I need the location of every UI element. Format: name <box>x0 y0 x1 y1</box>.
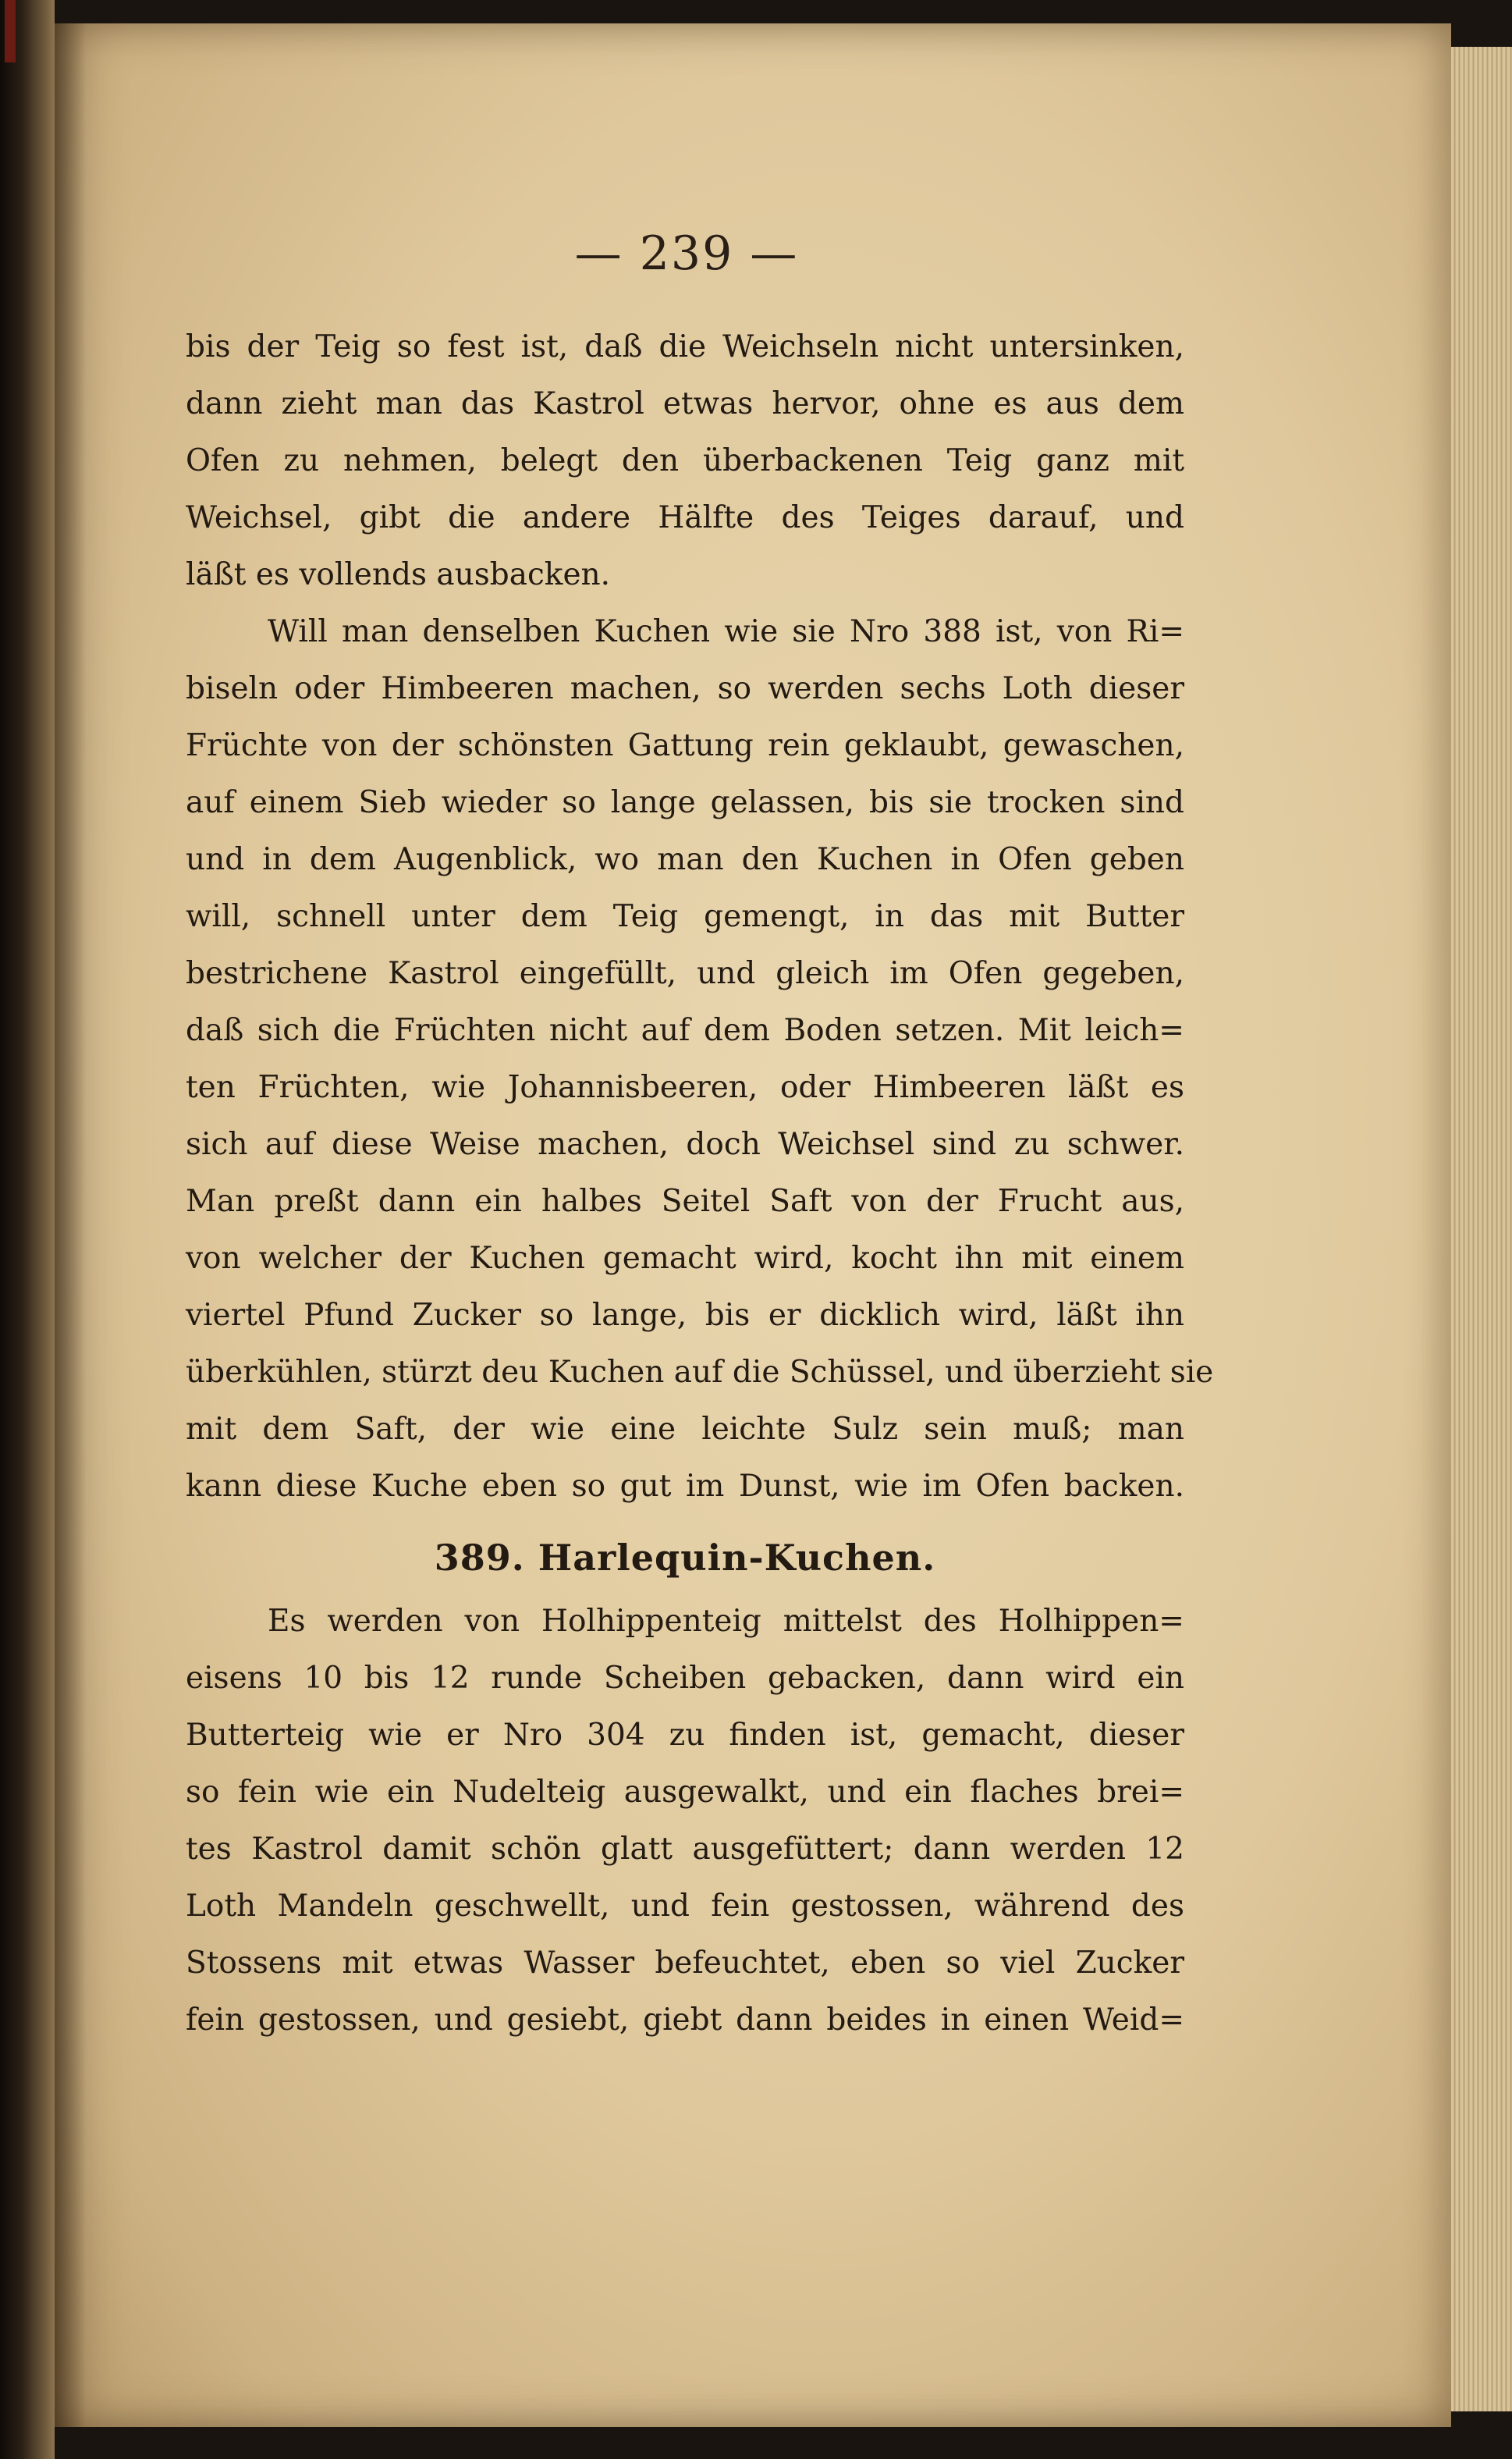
text-line: Will man denselben Kuchen wie sie Nro 388 ist, von Ri= <box>268 614 1184 649</box>
text-line: Stossens mit etwas Wasser befeuchtet, eben so viel Zucker <box>186 1946 1184 1981</box>
text-line: Früchte von der schönsten Gattung rein geklaubt, gewaschen, <box>186 728 1184 763</box>
page-number: — 239 — <box>574 226 799 281</box>
text-line: dann zieht man das Kastrol etwas hervor, ohne es aus dem <box>186 386 1184 421</box>
text-line: tes Kastrol damit schön glatt ausgefüttert; dann werden 12 <box>186 1832 1184 1867</box>
text-line: bestrichene Kastrol eingefüllt, und gleich im Ofen gegeben, <box>186 956 1184 991</box>
text-line: Ofen zu nehmen, belegt den überbackenen Teig ganz mit <box>186 443 1184 478</box>
text-line: Es werden von Holhippenteig mittelst des Holhippen= <box>268 1604 1184 1639</box>
recipe-heading: 389. Harlequin-Kuchen. <box>434 1537 936 1579</box>
text-line: fein gestossen, und gesiebt, giebt dann beides in einen Weid= <box>186 2002 1184 2038</box>
recipe-paragraph <box>186 1593 1184 2049</box>
text-line: von welcher der Kuchen gemacht wird, kocht ihn mit einem <box>186 1241 1184 1276</box>
text-line: Butterteig wie er Nro 304 zu finden ist, gemacht, dieser <box>186 1718 1184 1753</box>
book-spine-edge <box>0 0 55 2459</box>
page-edges-stack <box>1451 47 1512 2411</box>
text-line: daß sich die Früchten nicht auf dem Boden setzen. Mit leich= <box>186 1013 1184 1048</box>
paragraph-1 <box>186 318 1184 603</box>
spine-ribbon <box>5 0 16 62</box>
text-line: auf einem Sieb wieder so lange gelassen, bis sie trocken sind <box>186 785 1184 820</box>
text-line: viertel Pfund Zucker so lange, bis er dicklich wird, läßt ihn <box>186 1298 1184 1333</box>
text-line: Weichsel, gibt die andere Hälfte des Teiges darauf, und <box>186 500 1184 535</box>
paragraph-2 <box>186 603 1214 1515</box>
text-line: Man preßt dann ein halbes Seitel Saft von der Frucht aus, <box>186 1184 1184 1219</box>
text-line: überkühlen, stürzt deu Kuchen auf die Schüssel, und überzieht sie <box>186 1355 1214 1390</box>
text-line: läßt es vollends ausbacken. <box>186 557 611 592</box>
text-line: so fein wie ein Nudelteig ausgewalkt, und ein flaches brei= <box>186 1775 1184 1810</box>
page-gutter-shadow <box>55 23 86 2427</box>
text-line: will, schnell unter dem Teig gemengt, in das mit Butter <box>186 899 1184 934</box>
text-line: sich auf diese Weise machen, doch Weichsel sind zu schwer. <box>186 1127 1184 1162</box>
text-line: ten Früchten, wie Johannisbeeren, oder Himbeeren läßt es <box>186 1070 1184 1105</box>
text-line: biseln oder Himbeeren machen, so werden sechs Loth dieser <box>186 671 1184 706</box>
text-line: mit dem Saft, der wie eine leichte Sulz sein muß; man <box>186 1412 1184 1447</box>
text-line: kann diese Kuche eben so gut im Dunst, wie im Ofen backen. <box>186 1469 1184 1504</box>
text-line: bis der Teig so fest ist, daß die Weichseln nicht untersinken, <box>186 329 1184 364</box>
page-text <box>186 318 1214 2049</box>
text-line: eisens 10 bis 12 runde Scheiben gebacken, dann wird ein <box>186 1661 1184 1696</box>
text-line: und in dem Augenblick, wo man den Kuchen in Ofen geben <box>186 842 1184 877</box>
text-line: Loth Mandeln geschwellt, und fein gestossen, während des <box>186 1889 1184 1924</box>
